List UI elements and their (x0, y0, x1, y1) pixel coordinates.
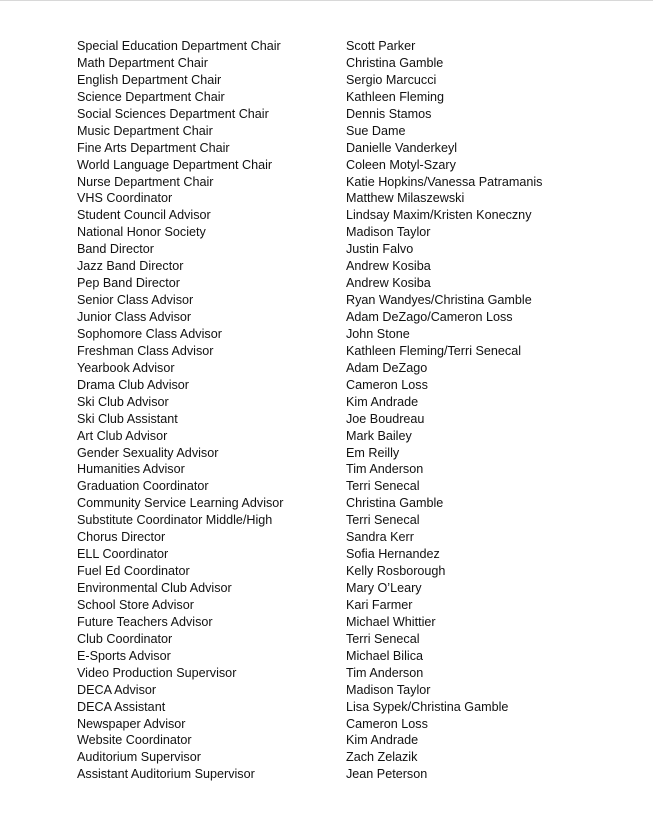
assigned-staff-name: Justin Falvo (346, 242, 414, 257)
list-item (77, 140, 617, 157)
assigned-staff-name: Kari Farmer (346, 597, 413, 612)
list-item (77, 377, 617, 394)
list-item (77, 123, 617, 140)
list-item (77, 241, 617, 258)
list-item (77, 716, 617, 733)
position-title: Club Coordinator (77, 631, 173, 646)
assigned-staff-name: Jean Peterson (346, 767, 428, 782)
list-item (77, 190, 617, 207)
list-item (77, 258, 617, 275)
list-item (77, 72, 617, 89)
assigned-staff-name: Terri Senecal (346, 479, 420, 494)
list-item (77, 224, 617, 241)
position-title: DECA Assistant (77, 699, 166, 714)
position-title: Assistant Auditorium Supervisor (77, 767, 255, 782)
assigned-staff-name: Lisa Sypek/Christina Gamble (346, 699, 509, 714)
position-title: Social Sciences Department Chair (77, 106, 269, 121)
assigned-staff-name: Sergio Marcucci (346, 72, 437, 87)
list-item (77, 614, 617, 631)
assigned-staff-name: Sue Dame (346, 123, 406, 138)
list-item (77, 360, 617, 377)
assigned-staff-name: Kelly Rosborough (346, 564, 446, 579)
assigned-staff-name: Em Reilly (346, 445, 400, 460)
list-item (77, 343, 617, 360)
assigned-staff-name: Tim Anderson (346, 462, 424, 477)
assigned-staff-name: Terri Senecal (346, 513, 420, 528)
assigned-staff-name: Sandra Kerr (346, 530, 414, 545)
assigned-staff-name: Adam DeZago/Cameron Loss (346, 310, 513, 324)
list-item (77, 309, 617, 326)
list-item (77, 665, 617, 682)
position-title: National Honor Society (77, 225, 206, 240)
assigned-staff-name: Dennis Stamos (346, 106, 432, 121)
position-title: Graduation Coordinator (77, 479, 209, 494)
list-item (77, 529, 617, 546)
position-title: Gender Sexuality Advisor (77, 445, 219, 460)
list-item (77, 89, 617, 106)
position-title: World Language Department Chair (77, 157, 273, 172)
position-title: DECA Advisor (77, 682, 157, 697)
assigned-staff-name: Matthew Milaszewski (346, 191, 465, 206)
list-item (77, 428, 617, 445)
assigned-staff-name: Adam DeZago (346, 360, 428, 375)
assigned-staff-name: Christina Gamble (346, 55, 444, 70)
assigned-staff-name: Zach Zelazik (346, 750, 418, 765)
position-title: E-Sports Advisor (77, 648, 171, 663)
list-item (77, 648, 617, 665)
position-title: Newspaper Advisor (77, 716, 186, 731)
assigned-staff-name: Coleen Motyl-Szary (346, 157, 456, 172)
list-item (77, 631, 617, 648)
position-title: Substitute Coordinator Middle/High (77, 513, 273, 528)
position-title: Special Education Department Chair (77, 39, 281, 53)
position-title: Drama Club Advisor (77, 377, 189, 392)
position-title: ELL Coordinator (77, 547, 169, 562)
assigned-staff-name: Cameron Loss (346, 716, 428, 731)
assigned-staff-name: Kathleen Fleming/Terri Senecal (346, 343, 522, 358)
list-item (77, 512, 617, 529)
position-title: Website Coordinator (77, 733, 192, 748)
assigned-staff-name: Kim Andrade (346, 733, 419, 748)
assigned-staff-name: Madison Taylor (346, 225, 431, 240)
list-item (77, 174, 617, 191)
position-title: Student Council Advisor (77, 208, 211, 223)
position-title: Community Service Learning Advisor (77, 496, 284, 511)
list-item (77, 106, 617, 123)
position-title: Band Director (77, 242, 154, 257)
assigned-staff-name: Andrew Kosiba (346, 259, 431, 274)
assigned-staff-name: Christina Gamble (346, 496, 444, 511)
assigned-staff-name: Kathleen Fleming (346, 89, 445, 104)
list-item (77, 749, 617, 766)
list-item (77, 207, 617, 224)
position-title: Yearbook Advisor (77, 360, 175, 375)
assigned-staff-name: Andrew Kosiba (346, 276, 431, 291)
position-title: VHS Coordinator (77, 191, 173, 206)
list-item (77, 495, 617, 512)
page-top-divider (0, 0, 653, 1)
assigned-staff-name: Danielle Vanderkeyl (346, 140, 458, 155)
assigned-staff-name: Scott Parker (346, 39, 416, 53)
position-title: Freshman Class Advisor (77, 343, 214, 358)
position-title: Nurse Department Chair (77, 174, 214, 189)
list-item (77, 55, 617, 72)
position-title: English Department Chair (77, 72, 222, 87)
assigned-staff-name: Ryan Wandyes/Christina Gamble (346, 293, 532, 308)
position-title: Auditorium Supervisor (77, 750, 201, 765)
position-title: Senior Class Advisor (77, 293, 194, 308)
assigned-staff-name: John Stone (346, 326, 410, 341)
assigned-staff-name: Katie Hopkins/Vanessa Patramanis (346, 174, 543, 189)
list-item (77, 597, 617, 614)
position-title: Ski Club Assistant (77, 411, 178, 426)
position-title: Environmental Club Advisor (77, 581, 232, 595)
assigned-staff-name: Lindsay Maxim/Kristen Koneczny (346, 208, 532, 223)
list-item (77, 563, 617, 580)
position-title: Math Department Chair (77, 55, 208, 70)
list-item (77, 394, 617, 411)
position-title: Science Department Chair (77, 89, 225, 104)
list-item (77, 461, 617, 478)
assigned-staff-name: Mark Bailey (346, 428, 412, 443)
assigned-staff-name: Madison Taylor (346, 682, 431, 697)
position-title: Music Department Chair (77, 123, 213, 138)
list-item (77, 157, 617, 174)
list-item (77, 699, 617, 716)
position-title: Future Teachers Advisor (77, 614, 213, 629)
position-title: Junior Class Advisor (77, 310, 192, 324)
list-item (77, 732, 617, 749)
assigned-staff-name: Mary O’Leary (346, 581, 422, 595)
position-title: Humanities Advisor (77, 462, 185, 477)
position-title: School Store Advisor (77, 597, 194, 612)
assigned-staff-name: Cameron Loss (346, 377, 428, 392)
list-item (77, 580, 617, 597)
list-item (77, 478, 617, 495)
list-item (77, 411, 617, 428)
position-title: Chorus Director (77, 530, 166, 545)
position-title: Fine Arts Department Chair (77, 140, 230, 155)
assigned-staff-name: Terri Senecal (346, 631, 420, 646)
assigned-staff-name: Sofia Hernandez (346, 547, 440, 562)
position-title: Jazz Band Director (77, 259, 184, 274)
list-item (77, 292, 617, 309)
position-title: Fuel Ed Coordinator (77, 564, 190, 579)
list-item (77, 326, 617, 343)
list-item (77, 445, 617, 462)
position-title: Pep Band Director (77, 276, 180, 291)
assigned-staff-name: Tim Anderson (346, 665, 424, 680)
assigned-staff-name: Michael Whittier (346, 614, 436, 629)
position-title: Ski Club Advisor (77, 394, 169, 409)
list-item (77, 766, 617, 783)
assigned-staff-name: Kim Andrade (346, 394, 419, 409)
position-title: Sophomore Class Advisor (77, 326, 222, 341)
list-item (77, 275, 617, 292)
position-title: Art Club Advisor (77, 428, 168, 443)
assigned-staff-name: Michael Bilica (346, 648, 423, 663)
list-item (77, 546, 617, 563)
list-item (77, 38, 617, 55)
assigned-staff-name: Joe Boudreau (346, 411, 425, 426)
staff-assignment-list (77, 38, 617, 783)
position-title: Video Production Supervisor (77, 665, 237, 680)
list-item (77, 682, 617, 699)
